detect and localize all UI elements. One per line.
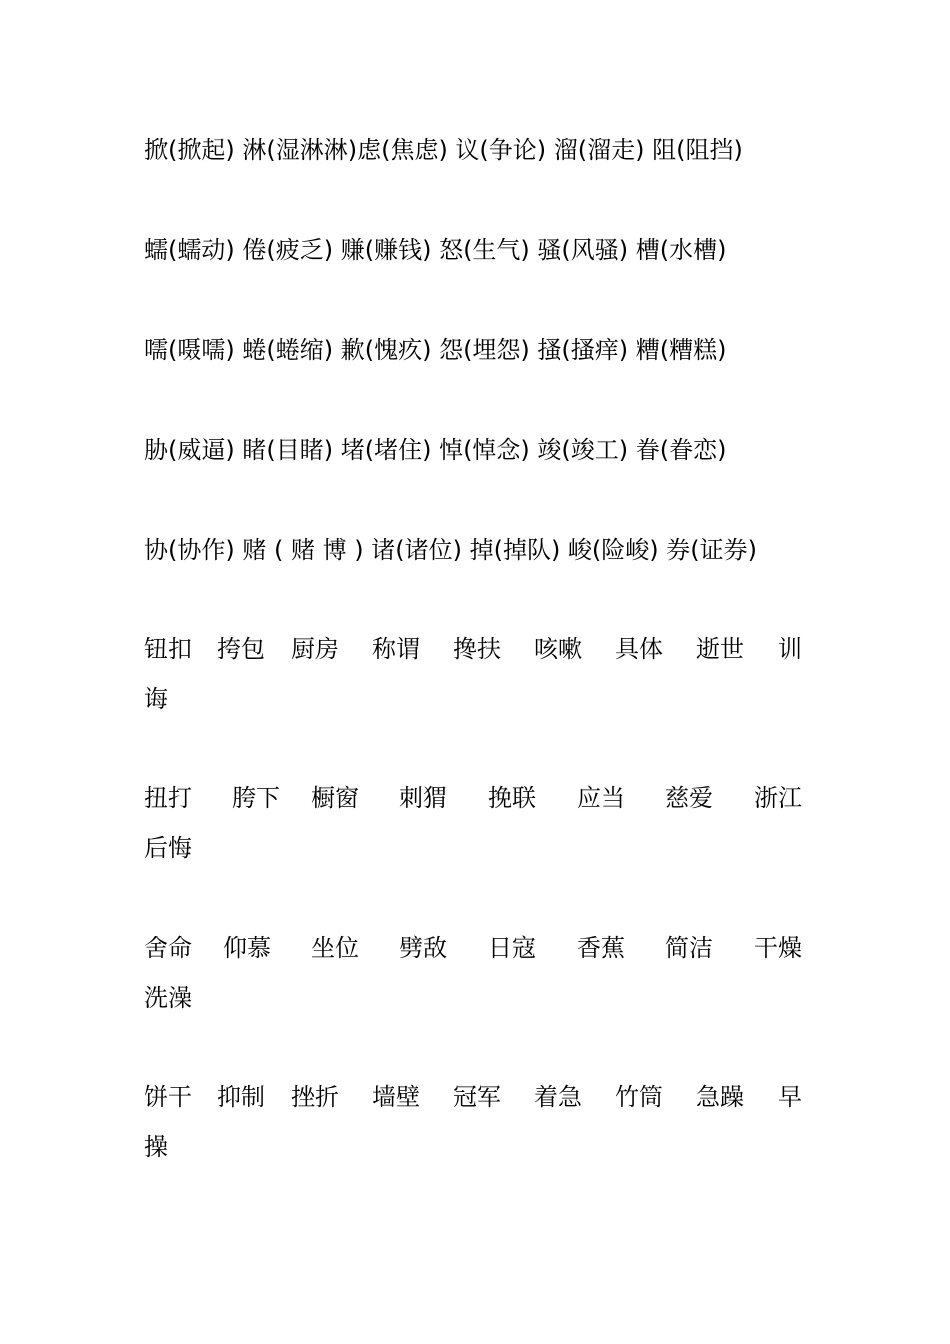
word: 急躁	[696, 1083, 744, 1111]
word: 浙江	[754, 784, 802, 812]
word: 舍命	[144, 934, 192, 962]
word: 香蕉	[577, 934, 625, 962]
word: 钮扣	[144, 635, 192, 663]
word: 训	[778, 635, 802, 663]
word: 厨房	[291, 635, 339, 663]
word: 扭打	[144, 784, 192, 812]
word: 着急	[534, 1083, 582, 1111]
word: 挫折	[291, 1083, 339, 1111]
word: 挎包	[217, 635, 265, 663]
word: 搀扶	[453, 635, 501, 663]
word: 应当	[577, 784, 625, 812]
word: 墙壁	[372, 1083, 420, 1111]
pair-line-3: 嚅(嗫嚅) 蜷(蜷缩) 歉(愧疚) 怨(埋怨) 搔(搔痒) 糟(糟糕)	[144, 336, 727, 364]
pair-line-1: 掀(掀起) 淋(湿淋淋)虑(焦虑) 议(争论) 溜(溜走) 阻(阻挡)	[144, 136, 743, 164]
word-row-4-continuation: 操	[144, 1133, 168, 1161]
word: 日寇	[488, 934, 536, 962]
word-row-2-continuation: 后悔	[144, 834, 192, 862]
word: 逝世	[696, 635, 744, 663]
word-row-4	[144, 1083, 824, 1113]
word-row-2	[144, 784, 824, 814]
word: 简洁	[665, 934, 713, 962]
pair-line-4: 胁(威逼) 睹(目睹) 堵(堵住) 悼(悼念) 竣(竣工) 眷(眷恋)	[144, 436, 727, 464]
word: 仰慕	[223, 934, 271, 962]
word-row-3	[144, 934, 824, 964]
word: 饼干	[144, 1083, 192, 1111]
word: 慈爱	[665, 784, 713, 812]
pair-line-2: 蠕(蠕动) 倦(疲乏) 赚(赚钱) 怒(生气) 骚(风骚) 槽(水槽)	[144, 236, 727, 264]
word-row-1-continuation: 诲	[144, 685, 168, 713]
word: 橱窗	[311, 784, 359, 812]
word: 咳嗽	[534, 635, 582, 663]
word: 抑制	[217, 1083, 265, 1111]
word: 竹筒	[615, 1083, 663, 1111]
word: 坐位	[311, 934, 359, 962]
word: 刺猬	[399, 784, 447, 812]
word: 早	[778, 1083, 802, 1111]
word: 干燥	[754, 934, 802, 962]
word: 具体	[615, 635, 663, 663]
word: 胯下	[232, 784, 280, 812]
word-row-3-continuation: 洗澡	[144, 984, 192, 1012]
word: 劈敌	[399, 934, 447, 962]
word-row-1	[144, 635, 824, 665]
pair-line-5: 协(协作) 赌 ( 赌 博 ) 诸(诸位) 掉(掉队) 峻(险峻) 券(证券)	[144, 536, 758, 564]
word: 称谓	[372, 635, 420, 663]
word: 挽联	[488, 784, 536, 812]
word: 冠军	[453, 1083, 501, 1111]
